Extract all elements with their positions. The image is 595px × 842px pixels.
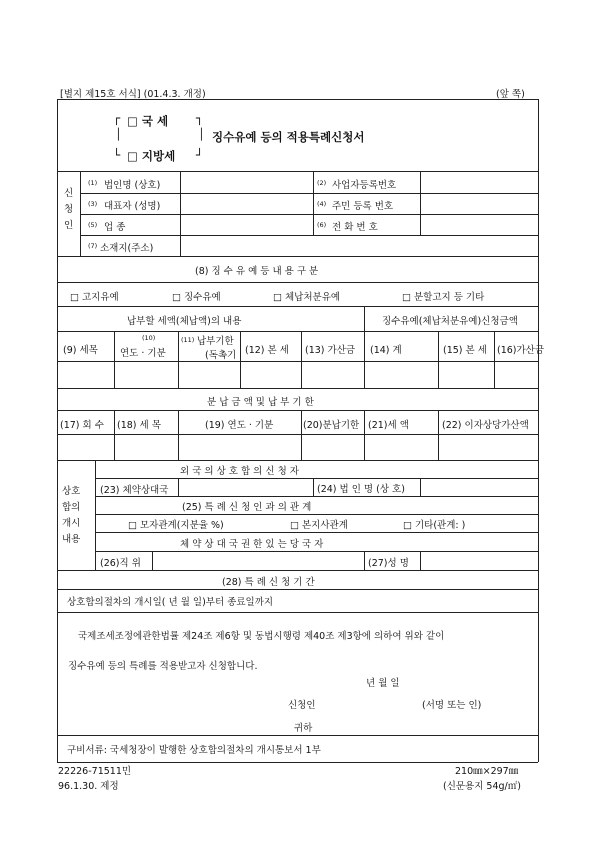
recipient-label: 귀하 — [294, 723, 313, 734]
option-installment-other[interactable]: □ 분할고지 등 기타 — [402, 292, 485, 303]
rel-head-branch[interactable]: □ 본지사관계 — [290, 520, 348, 531]
content-title: (8) 징 수 유 예 등 내 용 구 분 — [195, 266, 319, 277]
corp-name-field[interactable] — [182, 173, 311, 191]
frame-top — [57, 99, 538, 100]
col-principal: (12) 본 세 — [245, 345, 289, 356]
col-req-principal: (15) 본 세 — [443, 345, 487, 356]
col-inst-tax-item: (18) 세 목 — [117, 420, 161, 431]
option-delinquency-deferral[interactable]: □ 체납처분유예 — [273, 292, 341, 303]
mutual-label: 상호 합의 개시 내용 — [62, 486, 81, 545]
rrn-label: 주민 등록 번호 — [332, 201, 394, 212]
corp-name-label: 법인명 (상호) — [104, 180, 161, 191]
form-code: [별지 제15호 서식] (01.4.3. 개정) — [60, 89, 206, 100]
option-collection-deferral[interactable]: □ 징수유예 — [172, 292, 221, 303]
rrn-field[interactable] — [422, 195, 536, 213]
col-inst-amount: (21)세 액 — [368, 420, 409, 431]
col-year: 연도 · 기분 — [120, 348, 166, 359]
foreign-applicant-title: 외 국 의 상 호 합 의 신 청 자 — [180, 466, 299, 477]
col-tax-item: (9) 세목 — [63, 345, 98, 356]
tax-right-title: 징수유예(체납처분유예)신청금액 — [382, 316, 518, 327]
phone-field[interactable] — [422, 216, 536, 234]
declaration-line1: 국제조세조정에관한법률 제24조 제6항 및 동법시행령 제40조 제3항에 의하여 위와 같이 — [78, 631, 445, 642]
biz-reg-label: 사업자등록번호 — [332, 180, 397, 191]
period-title: (28) 특 례 신 청 기 간 — [222, 577, 315, 588]
biz-reg-field[interactable] — [422, 173, 536, 191]
treaty-country-field[interactable] — [180, 480, 311, 495]
col-total: (14) 계 — [370, 345, 402, 356]
foreign-corp-field[interactable] — [422, 480, 536, 495]
frame-right — [538, 99, 539, 762]
footer-size: 210㎜×297㎜ — [455, 766, 519, 777]
bracket-tl: ┌ — [113, 111, 121, 125]
official-name-field[interactable] — [422, 553, 536, 568]
phone-label: 전 화 번 호 — [332, 222, 378, 233]
rel-other[interactable]: □ 기타(관계: ) — [403, 520, 466, 531]
form-title: 징수유예 등의 적용특례신청서 — [212, 130, 365, 144]
footer-date: 96.1.30. 제정 — [58, 781, 119, 792]
position-field[interactable] — [154, 553, 362, 568]
relation-title: (25) 특 례 신 청 인 과 의 관 계 — [182, 502, 312, 513]
col-inst-interest: (22) 이자상당가산액 — [442, 420, 529, 431]
footer-code: 22226-71511민 — [58, 766, 132, 777]
col-inst-year: (19) 연도 · 기분 — [205, 420, 274, 431]
authority-title: 체 약 상 대 국 권 한 있 는 당 국 자 — [180, 539, 324, 550]
col-due-date: 납부기한 — [197, 336, 234, 347]
biz-type-field[interactable] — [182, 216, 311, 234]
frame-left — [57, 99, 58, 762]
col-inst-due: (20)분납기한 — [303, 420, 360, 431]
foreign-corp-label: (24) 법 인 명 (상 호) — [317, 484, 405, 495]
national-tax-checkbox[interactable]: □ 국 세 — [127, 114, 169, 128]
bracket-tr: ┐ — [196, 111, 204, 125]
position-label: (26)직 위 — [100, 558, 141, 569]
address-field[interactable] — [182, 237, 536, 255]
col-surcharge: (13) 가산금 — [305, 345, 356, 356]
tax-left-title: 납부할 세액(체납액)의 내용 — [127, 316, 242, 327]
signature-field[interactable] — [330, 694, 418, 710]
bracket-br: ┘ — [196, 148, 204, 162]
rep-label: 대표자 (성명) — [104, 201, 161, 212]
sign-or-seal: (서명 또는 인) — [422, 700, 482, 711]
applicant-label: 신 청 인 — [64, 188, 74, 231]
biz-type-label: 업 종 — [104, 222, 126, 233]
applicant-signer-label: 신청인 — [288, 700, 316, 711]
local-tax-checkbox[interactable]: □ 지방세 — [127, 149, 176, 163]
rel-parent-sub[interactable]: □ 모자관계(지분율 %) — [128, 520, 224, 531]
rep-field[interactable] — [182, 195, 311, 213]
declaration-line2: 징수유예 등의 특례를 적용받고자 신청합니다. — [68, 661, 258, 672]
official-name-label: (27)성 명 — [368, 558, 409, 569]
application-date: 년 월 일 — [366, 678, 400, 689]
col-req-surcharge: (16)가산금 — [497, 345, 545, 356]
address-label: 소재지(주소) — [100, 243, 154, 254]
period-text: 상호합의절차의 개시일( 년 월 일)부터 종료일까지 — [67, 597, 274, 608]
col-installment-no: (17) 회 수 — [60, 420, 104, 431]
attachments: 구비서류: 국세청장이 발행한 상호합의절차의 개시통보서 1부 — [67, 745, 321, 756]
option-notice-deferral[interactable]: □ 고지유예 — [70, 292, 119, 303]
footer-paper: (신문용지 54g/㎡) — [443, 781, 521, 792]
bracket-bl: └ — [113, 148, 121, 162]
bracket-ml: │ — [115, 128, 122, 141]
installment-title: 분 납 금 액 및 납 부 기 한 — [207, 397, 314, 408]
bracket-mr: │ — [198, 128, 205, 141]
page-side: (앞 쪽) — [496, 89, 525, 100]
treaty-country-label: (23) 체약상대국 — [100, 485, 169, 496]
